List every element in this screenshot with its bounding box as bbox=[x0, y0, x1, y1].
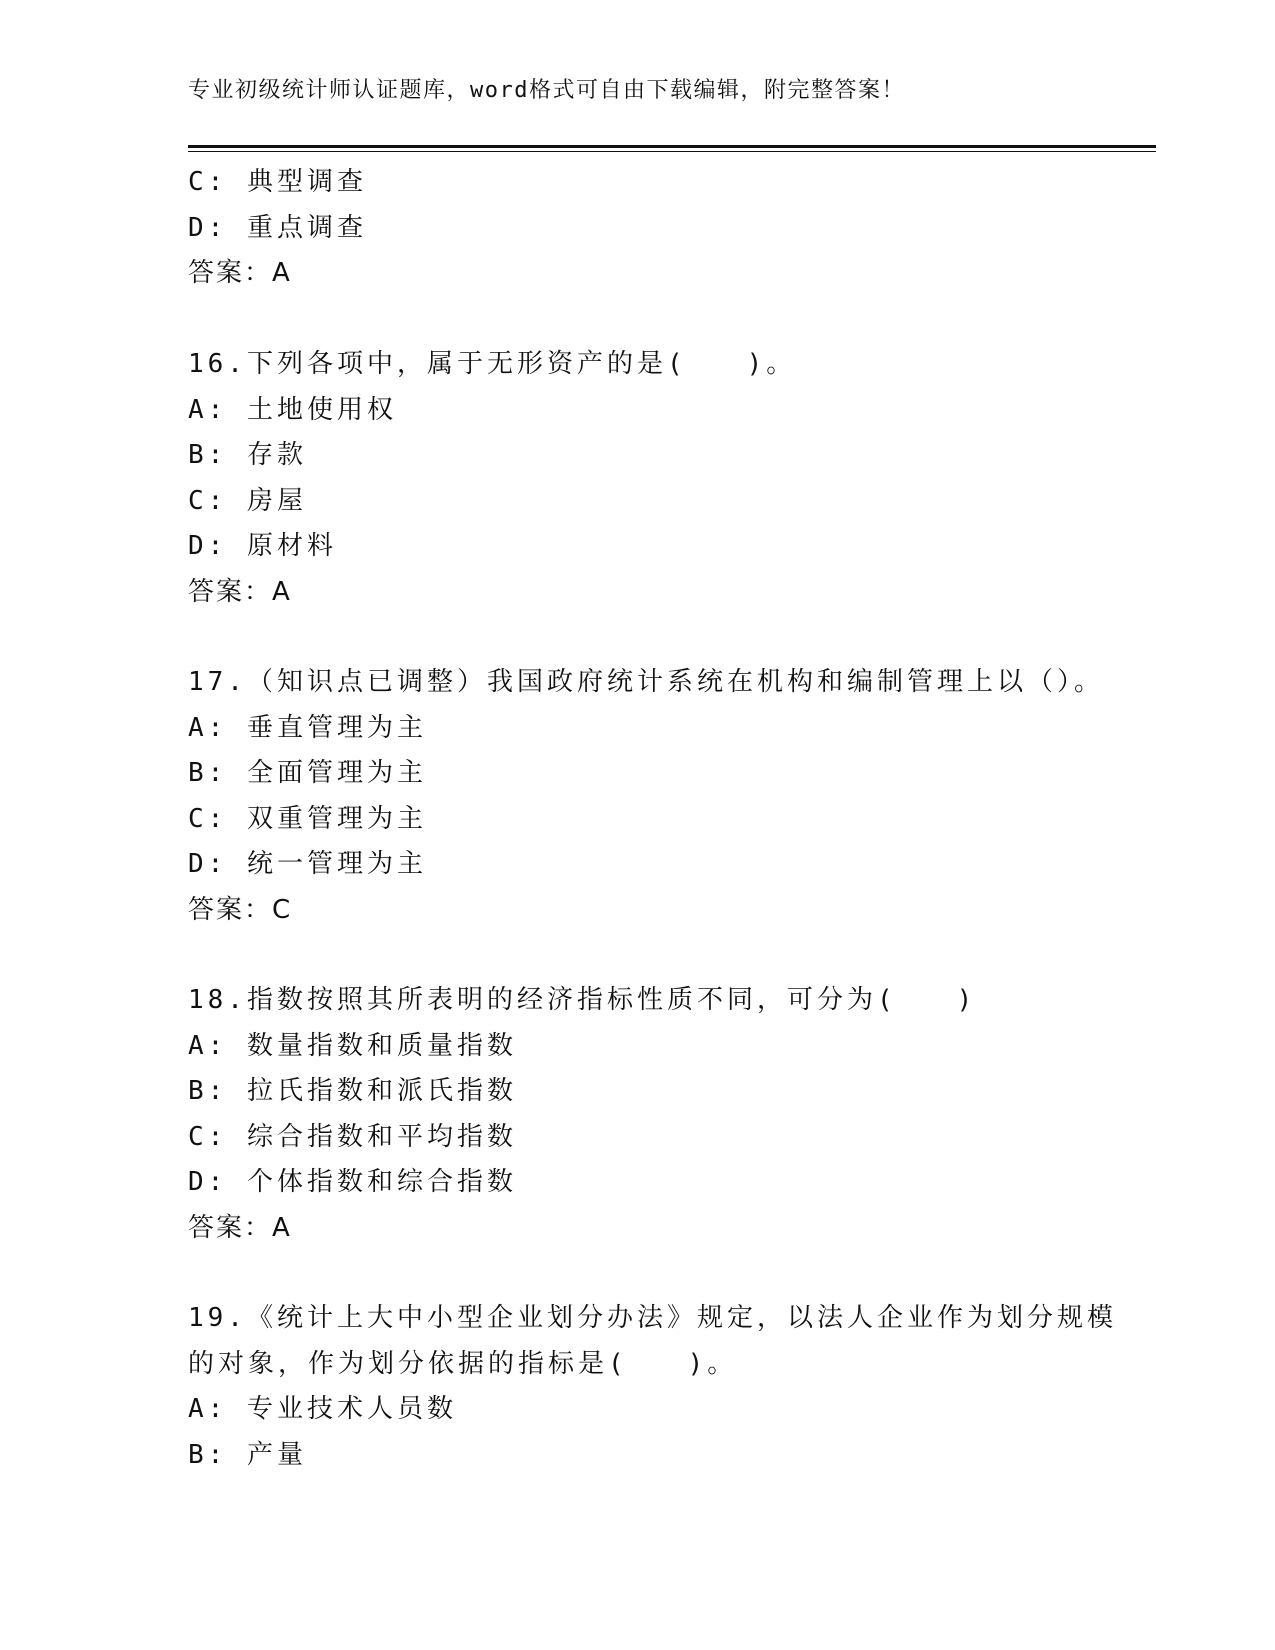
option-label: D: bbox=[188, 1167, 228, 1197]
option-label: C: bbox=[188, 485, 228, 516]
option-d bbox=[188, 1160, 976, 1206]
option-label: B: bbox=[188, 758, 228, 788]
page-header: 专业初级统计师认证题库，word格式可自由下载编辑，附完整答案！ bbox=[188, 78, 905, 103]
option-text: 典型调查 bbox=[246, 167, 367, 197]
header-rule-thin bbox=[188, 151, 1156, 152]
option-a bbox=[188, 388, 796, 434]
option-a bbox=[188, 1387, 1117, 1433]
option-c bbox=[188, 797, 1104, 843]
option-text: 土地使用权 bbox=[246, 394, 397, 425]
option-text: 产量 bbox=[246, 1439, 307, 1470]
option-label: C: bbox=[188, 1121, 228, 1152]
question-stem: 16.下列各项中，属于无形资产的是( )。 bbox=[188, 349, 797, 379]
option-a bbox=[188, 1024, 976, 1070]
answer-line: 答案：A bbox=[188, 258, 292, 288]
option-b bbox=[188, 433, 796, 479]
option-b bbox=[188, 1433, 1117, 1479]
option-text: 原材料 bbox=[246, 531, 337, 561]
question-19 bbox=[188, 1296, 1117, 1478]
header-rule-thick bbox=[188, 145, 1156, 148]
option-text: 综合指数和平均指数 bbox=[246, 1121, 517, 1152]
question-stem-line-2: 的对象，作为划分依据的指标是( )。 bbox=[188, 1348, 738, 1379]
option-text: 拉氏指数和派氏指数 bbox=[246, 1076, 517, 1106]
option-label: D: bbox=[188, 212, 228, 243]
option-text: 个体指数和综合指数 bbox=[246, 1167, 517, 1197]
option-label: D: bbox=[188, 531, 228, 561]
option-c bbox=[188, 1115, 976, 1161]
option-d bbox=[188, 842, 1104, 888]
question-15-continued bbox=[188, 160, 367, 297]
option-d bbox=[188, 206, 367, 252]
question-17 bbox=[188, 660, 1104, 933]
option-label: A: bbox=[188, 394, 228, 425]
option-text: 垂直管理为主 bbox=[246, 712, 427, 743]
option-text: 房屋 bbox=[246, 485, 307, 516]
option-label: B: bbox=[188, 1076, 228, 1106]
answer-line: 答案：A bbox=[188, 576, 292, 607]
option-c bbox=[188, 479, 796, 525]
option-text: 全面管理为主 bbox=[246, 758, 427, 788]
answer-line: 答案：C bbox=[188, 894, 293, 925]
option-text: 重点调查 bbox=[246, 212, 367, 243]
option-label: D: bbox=[188, 849, 228, 879]
option-label: A: bbox=[188, 712, 228, 743]
option-b bbox=[188, 1069, 976, 1115]
question-stem: 17.（知识点已调整）我国政府统计系统在机构和编制管理上以（）。 bbox=[188, 667, 1104, 697]
option-text: 统一管理为主 bbox=[246, 849, 427, 879]
option-c bbox=[188, 160, 367, 206]
option-text: 存款 bbox=[246, 440, 307, 470]
option-label: A: bbox=[188, 1030, 228, 1061]
option-text: 数量指数和质量指数 bbox=[246, 1030, 517, 1061]
option-d bbox=[188, 524, 796, 570]
question-stem: 18.指数按照其所表明的经济指标性质不同，可分为( ) bbox=[188, 985, 977, 1015]
option-label: A: bbox=[188, 1394, 228, 1424]
option-label: B: bbox=[188, 440, 228, 470]
option-text: 双重管理为主 bbox=[246, 803, 427, 834]
question-16 bbox=[188, 342, 796, 615]
option-label: B: bbox=[188, 1439, 228, 1470]
option-label: C: bbox=[188, 803, 228, 834]
option-b bbox=[188, 751, 1104, 797]
question-stem-line-1: 19.《统计上大中小型企业划分办法》规定，以法人企业作为划分规模 bbox=[188, 1303, 1117, 1333]
option-label: C: bbox=[188, 167, 228, 197]
option-a bbox=[188, 706, 1104, 752]
question-18 bbox=[188, 978, 976, 1251]
answer-line: 答案：A bbox=[188, 1212, 292, 1243]
option-text: 专业技术人员数 bbox=[246, 1394, 457, 1424]
